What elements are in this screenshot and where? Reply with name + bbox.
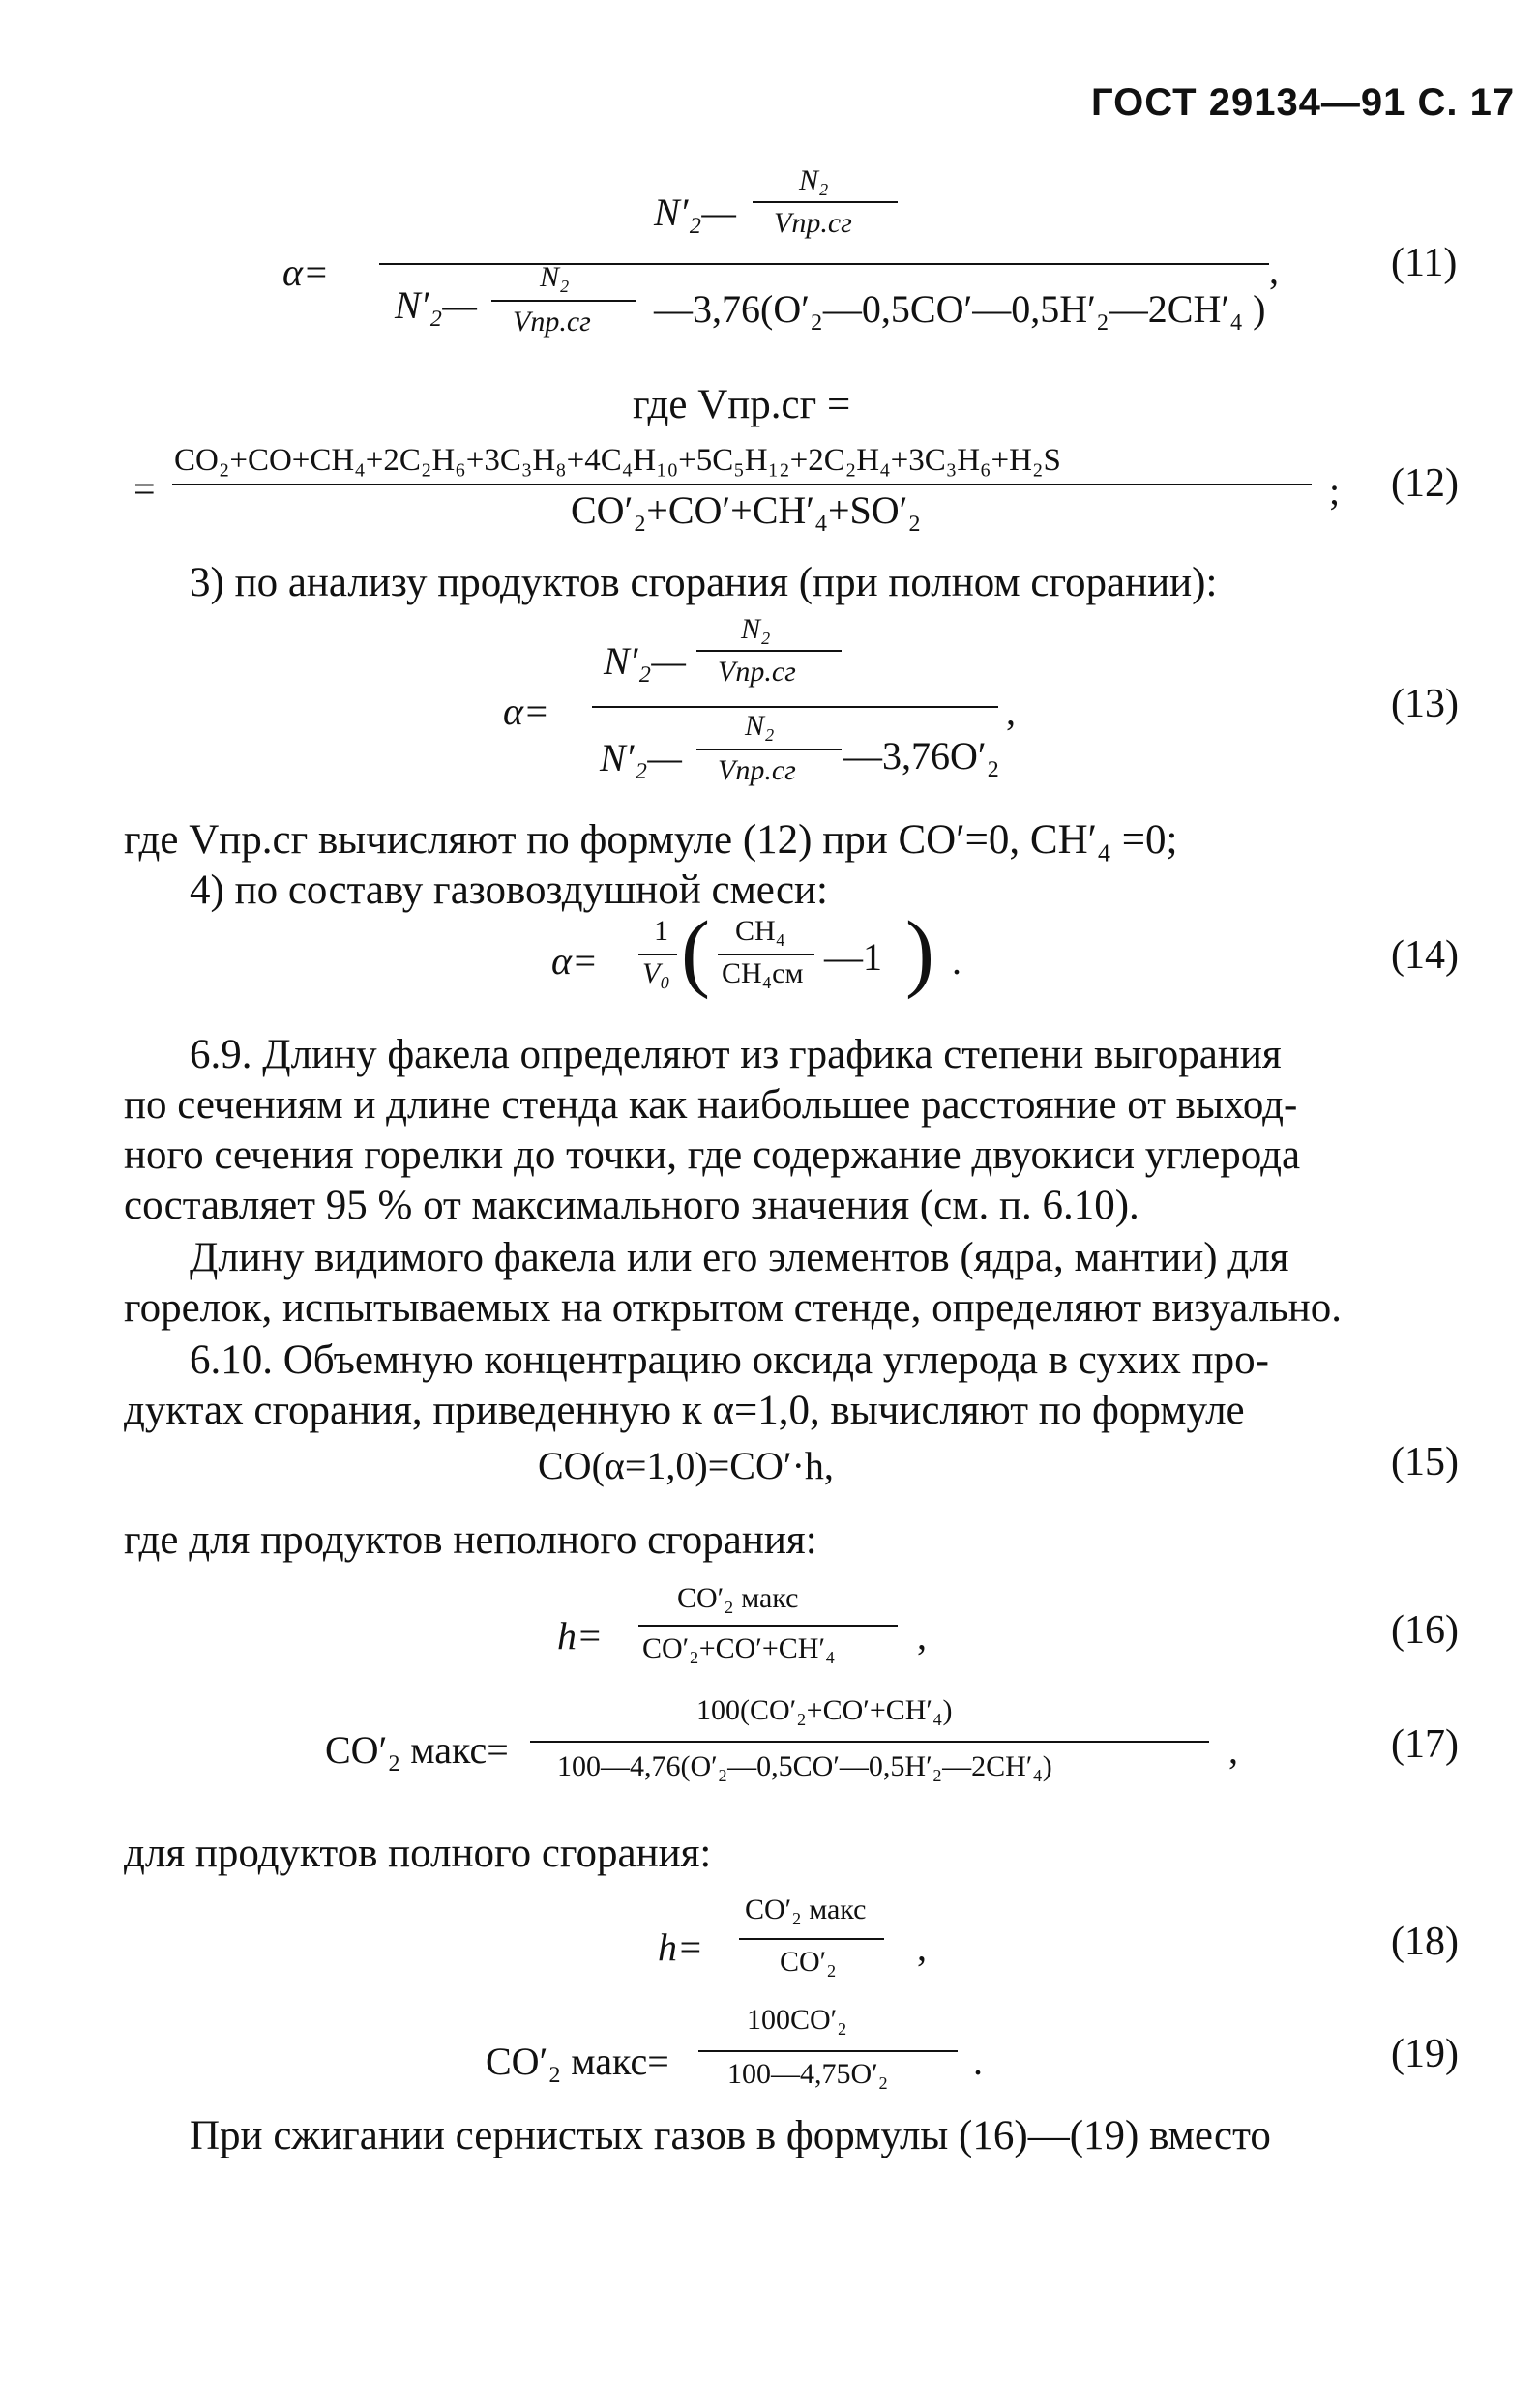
formula-punct: ,: [1228, 1728, 1238, 1772]
formula-eq: =: [133, 467, 156, 511]
formula-punct: .: [973, 2040, 983, 2083]
formula-numerator: CO₂+CO+CH₄+2C₂H₆+3C₃H₈+4C₄H₁₀+5C₅H₁₂+2C₂H₄+3C₃H₆+H₂S: [174, 443, 1061, 478]
formula-intro: где Vпр.сг =: [633, 382, 851, 427]
formula-term: CH₄: [735, 915, 786, 947]
formula-label: (17): [1391, 1722, 1459, 1767]
list-item-4: 4) по составу газовоздушной смеси:: [190, 867, 828, 913]
fraction-bar: [491, 300, 636, 302]
formula-lhs: h=: [658, 1925, 703, 1969]
formula-label: (14): [1391, 933, 1459, 978]
complete-combustion-note: для продуктов полного сгорания:: [124, 1831, 712, 1876]
formula-term: CO′₂ макс: [677, 1582, 799, 1614]
formula-punct: ,: [1006, 690, 1016, 733]
formula-term: CO′₂ макс: [745, 1894, 867, 1925]
formula-label: (12): [1391, 461, 1459, 506]
formula-lhs: α=: [503, 690, 549, 733]
text-line: горелок, испытываемых на открытом стенде, определяют визуально.: [124, 1285, 1343, 1331]
formula-term: CO′₂: [780, 1946, 837, 1978]
formula-term: 1: [654, 915, 668, 947]
formula-term: N₂: [741, 613, 771, 645]
fraction-bar: [698, 2050, 958, 2052]
formula-term: Vпр.сг: [513, 306, 591, 338]
text-line: 6.10. Объемную концентрацию оксида углерода в сухих про-: [190, 1337, 1269, 1383]
list-item-3: 3) по анализу продуктов сгорания (при полном сгорании):: [190, 560, 1218, 605]
text-line: дуктах сгорания, приведенную к α=1,0, вычисляют по формуле: [124, 1388, 1245, 1433]
fraction-bar: [739, 1938, 884, 1940]
fraction-bar: [696, 650, 842, 652]
formula-term: 100—4,76(O′₂—0,5CO′—0,5H′₂—2CH′₄): [557, 1750, 1052, 1782]
formula-term: Vпр.сг: [718, 656, 796, 688]
formula-term: —3,76O′₂: [843, 734, 1000, 778]
formula-term: 100CO′₂: [747, 2004, 847, 2036]
formula-term: N₂: [745, 710, 775, 742]
formula-term: N′₂—: [395, 283, 477, 327]
formula-lhs: CO′₂ макс=: [486, 2040, 669, 2083]
formula-term: N₂: [540, 261, 570, 293]
formula-term: —3,76(O′₂—0,5CO′—0,5H′₂—2CH′₄ ): [654, 287, 1266, 331]
text-line: ного сечения горелки до точки, где содержание двуокиси углерода: [124, 1132, 1301, 1178]
page-header: ГОСТ 29134—91 С. 17: [1091, 81, 1516, 124]
formula-lhs: α=: [282, 250, 329, 294]
formula-punct: ,: [917, 1614, 927, 1658]
formula-punct: .: [952, 939, 961, 983]
note-13: где Vпр.сг вычисляют по формуле (12) при CO′=0, CH′₄ =0;: [124, 817, 1178, 863]
text-line: Длину видимого факела или его элементов (ядра, мантии) для: [190, 1235, 1289, 1280]
formula-lhs: h=: [557, 1614, 603, 1658]
text-line: по сечениям и длине стенда как наибольшее расстояние от выход-: [124, 1082, 1298, 1128]
fraction-bar: [638, 1625, 898, 1627]
formula-label: (15): [1391, 1440, 1459, 1484]
fraction-bar: [530, 1741, 1209, 1743]
formula-label: (13): [1391, 682, 1459, 726]
fraction-bar: [696, 749, 842, 750]
formula-term: 100(CO′₂+CO′+CH′₄): [696, 1694, 953, 1726]
formula-denominator: CO′₂+CO′+CH′₄+SO′₂: [571, 488, 922, 532]
formula-term: CO′₂+CO′+CH′₄: [642, 1632, 836, 1664]
incomplete-combustion-note: где для продуктов неполного сгорания:: [124, 1517, 817, 1563]
fraction-bar: [753, 201, 898, 203]
fraction-bar: [172, 484, 1312, 485]
formula-term: N₂: [799, 164, 829, 196]
fraction-bar: [638, 954, 677, 955]
text-line: составляет 95 % от максимального значения (см. п. 6.10).: [124, 1183, 1139, 1228]
formula-punct: ,: [1269, 249, 1279, 292]
left-paren: (: [681, 904, 710, 1000]
formula-15: CO(α=1,0)=CO′·h,: [538, 1444, 834, 1487]
formula-label: (11): [1391, 241, 1458, 285]
formula-label: (19): [1391, 2032, 1459, 2076]
formula-term: V₀: [642, 957, 670, 989]
text-line: 6.9. Длину факела определяют из графика степени выгорания: [190, 1032, 1282, 1077]
formula-punct: ,: [917, 1925, 927, 1969]
right-paren: ): [905, 904, 934, 1000]
formula-term: 100—4,75O′₂: [727, 2058, 889, 2090]
formula-term: N′₂—: [604, 639, 686, 683]
fraction-bar: [379, 263, 1269, 265]
formula-label: (18): [1391, 1920, 1459, 1964]
final-paragraph-line: При сжигании сернистых газов в формулы (16)—(19) вместо: [190, 2113, 1271, 2158]
formula-lhs: CO′₂ макс=: [325, 1728, 509, 1772]
formula-term: N′₂—: [600, 736, 682, 779]
formula-term: Vпр.сг: [718, 754, 796, 786]
fraction-bar: [718, 954, 814, 955]
formula-term: N′₂—: [654, 191, 736, 234]
formula-term: Vпр.сг: [774, 207, 852, 239]
formula-lhs: α=: [551, 939, 598, 983]
formula-punct: ;: [1329, 469, 1341, 513]
formula-term: CH₄см: [722, 957, 804, 989]
formula-term: —1: [824, 935, 882, 979]
formula-label: (16): [1391, 1608, 1459, 1653]
fraction-bar: [592, 706, 998, 708]
